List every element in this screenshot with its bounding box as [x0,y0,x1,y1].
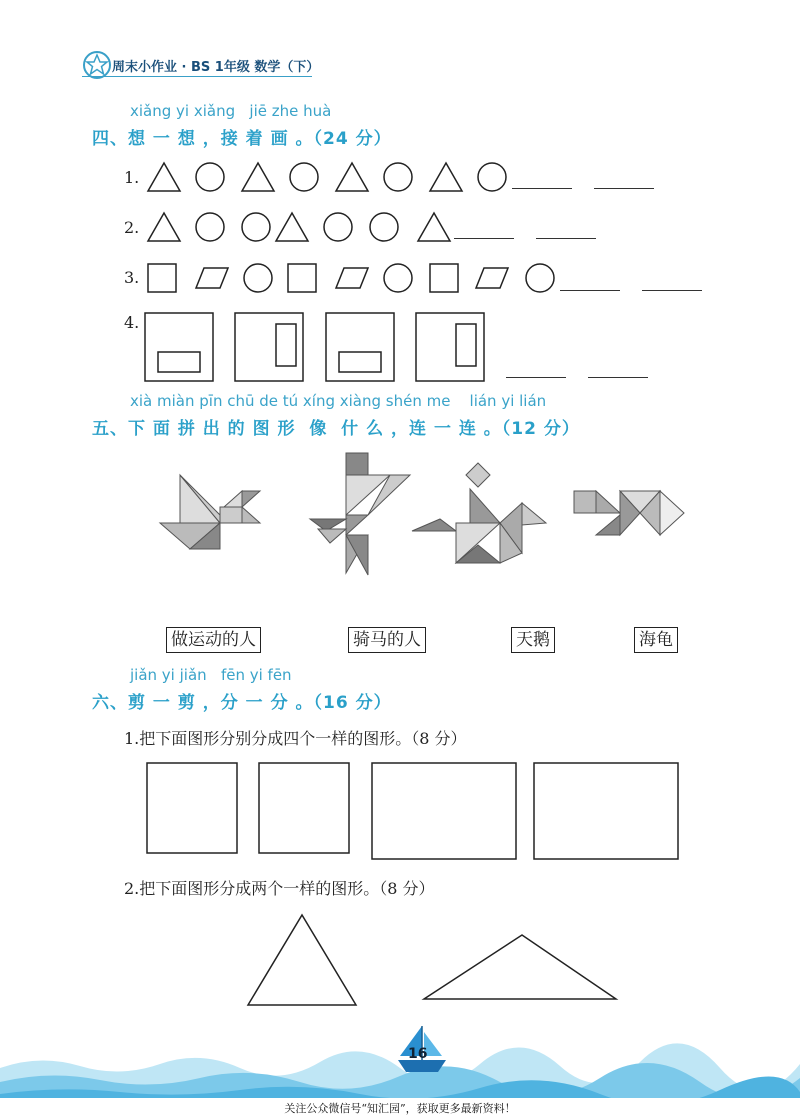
tangram-swan [160,475,260,549]
triangle-shape [336,163,368,191]
sub2-shapes [240,905,630,1010]
q2-number: 2. [124,218,140,237]
section6-sub2: 2.把下面图形分成两个一样的图形。（8 分） [124,879,435,898]
q3-blank-1[interactable] [560,290,620,291]
square-shape [147,763,237,853]
triangle-shape [430,163,462,191]
q1-number: 1. [124,168,140,187]
circle-shape [290,163,318,191]
section6-pinyin: jiǎn yi jiǎn fēn yi fēn [130,666,292,684]
sub1-shapes [140,756,685,864]
triangle-shape [248,915,356,1005]
q2-blank-2[interactable] [536,238,596,239]
q3-blank-2[interactable] [642,290,702,291]
circle-shape [478,163,506,191]
triangle-shape [242,163,274,191]
page-number: 16 [408,1046,428,1062]
section4-title: 四、想 一 想 ，接 着 画 。（24 分） [92,129,392,149]
rectangle-shape [372,763,516,859]
label-box-2[interactable]: 骑马的人 [348,627,426,653]
rectangle-shape [534,763,678,859]
q1-blank-2[interactable] [594,188,654,189]
tangram-sport-person [310,453,410,575]
q4-blank-1[interactable] [506,377,566,378]
section4-pinyin: xiǎng yi xiǎng jiē zhe huà [130,102,332,120]
label-box-3[interactable]: 天鹅 [511,627,555,653]
circle-shape [384,163,412,191]
q3-shape-sequence [140,258,560,298]
q3-number: 3. [124,268,140,287]
q4-shape-sequence [140,308,490,384]
obtuse-triangle-shape [424,935,616,999]
q1-blank-1[interactable] [512,188,572,189]
label-box-4[interactable]: 海龟 [634,627,678,653]
circle-shape [196,163,224,191]
section6-sub1: 1.把下面图形分别分成四个一样的图形。（8 分） [124,729,467,748]
section5-title: 五、下 面 拼 出 的 图 形 像 什 么 ，连 一 连 。（12 分） [92,419,580,439]
q1-shape-sequence [140,155,520,197]
label-box-1[interactable]: 做运动的人 [166,627,261,653]
triangle-shape [148,163,180,191]
footer-note: 关注公众微信号“知汇园”，获取更多最新资料！ [284,1102,516,1115]
q4-blank-2[interactable] [588,377,648,378]
square-shape [259,763,349,853]
section6-title: 六、剪 一 剪 ，分 一 分 。（16 分） [92,693,392,713]
tangram-figures [150,445,700,585]
tangram-turtle [574,491,684,535]
q4-number: 4. [124,313,140,332]
tangram-horse-rider [412,463,546,563]
header-divider [82,76,312,77]
q2-blank-1[interactable] [454,238,514,239]
q2-shape-sequence [140,205,460,247]
header-title: 周末小作业 · BS 1年级 数学（下） [112,60,320,75]
section5-pinyin: xià miàn pīn chū de tú xíng xiàng shén me lián yi lián [130,392,547,410]
